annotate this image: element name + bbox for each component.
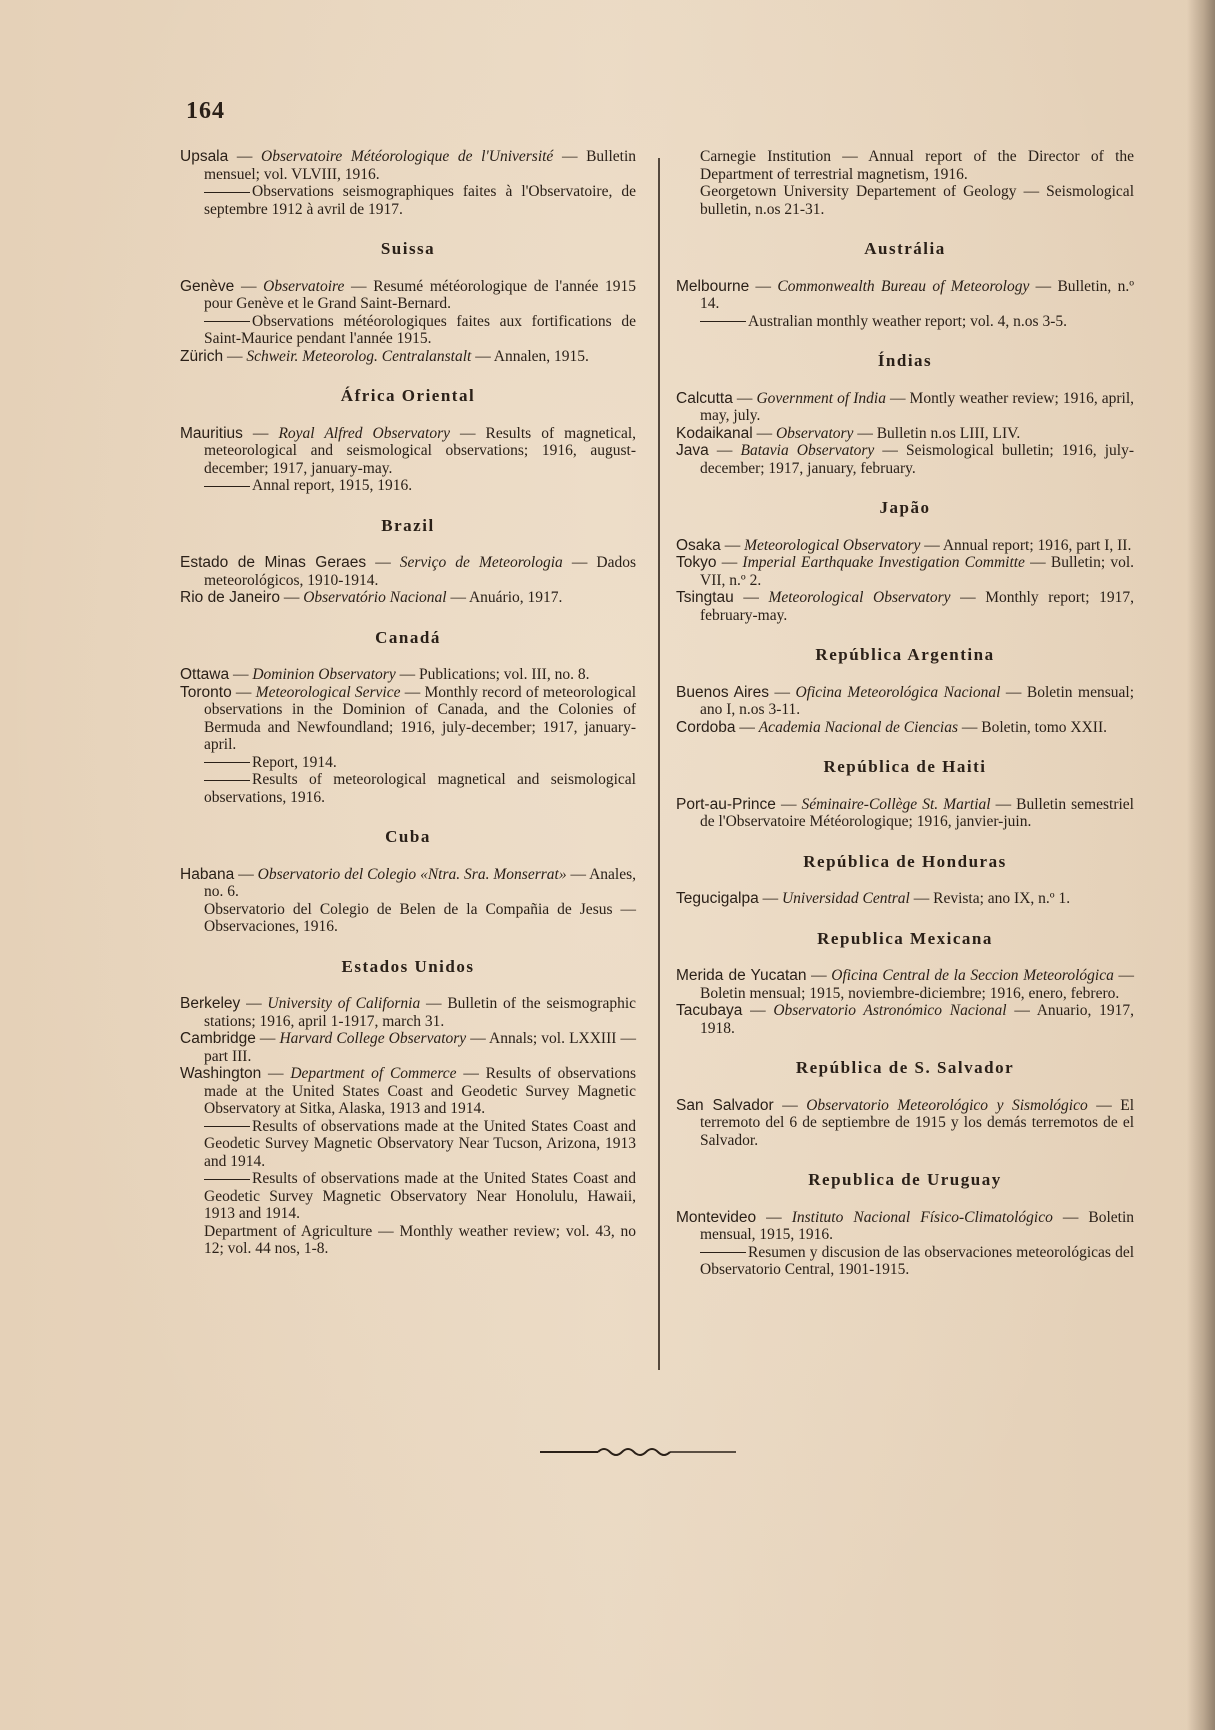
catalog-entry: Melbourne — Commonwealth Bureau of Meteorology — Bulletin, n.º 14. [676,277,1135,312]
ditto-dash [204,1179,250,1180]
ditto-dash [700,321,746,322]
entry-institution: University of California [267,995,421,1012]
section-heading: África Oriental [340,386,476,405]
catalog-subentry: Observatorio del Colegio de Belen de la Compañia de Jesus — Observaciones, 1916. [204,900,637,935]
entry-institution: Observatoire [263,277,345,295]
entry-description: Annual report; 1916, part I, II. [942,536,1132,554]
entry-institution: Observatoire Météorologique de l'Université [261,148,554,165]
catalog-entry: Upsala — Observatoire Météorologique de l'Université — Bulletin mensuel; vol. VLVIII, 1916. [180,148,637,183]
entry-place: Tacubaya [676,1002,743,1019]
entry-description: Bulletin of the seismographic stations; 1916, april 1-1917, march 31. [204,995,637,1030]
entry-place: Java [676,442,709,459]
entry-place: Port-au-Prince [676,795,776,813]
section-heading: República Argentina [815,645,995,664]
catalog-subentry [180,754,636,772]
catalog-entry: Zürich — Schweir. Meteorolog. Centralanstalt — Annalen, 1915. [180,347,589,365]
catalog-entry: Ottawa — Dominion Observatory — Publications; vol. III, no. 8. [180,666,590,683]
section-heading: Índias [877,351,933,370]
entry-place: Ottawa [180,666,230,683]
column-divider [658,158,660,1370]
catalog-entry: Estado de Minas Geraes — Serviço de Meteorologia — Dados meteorológicos, 1910-1914. [180,554,637,589]
entry-institution: Observatorio del Colegio «Ntra. Sra. Monserrat» [257,865,567,883]
catalog-subentry: Georgetown University Departement of Geology — Seismological bulletin, n.os 21-31. [700,183,1134,218]
end-ornament-icon [538,1442,738,1462]
entry-place: Washington [180,1065,262,1082]
entry-description: Dados meteorológicos, 1910-1914. [204,554,637,589]
entry-place: Cambridge [180,1030,256,1047]
entry-place: Tokyo [676,554,717,571]
entry-place: Osaka [676,536,721,554]
entry-institution: Academia Nacional de Ciencias [758,718,959,736]
entry-institution: Observatory [775,424,854,442]
entry-institution: Department of Commerce [290,1065,457,1082]
entry-description: Boletin mensual; 1915, noviembre-diciembre; 1916, enero, febrero. [700,984,1120,1002]
entry-description: Anuario, 1917, 1918. [700,1002,1135,1037]
entry-institution: Observatorio Meteorológico y Sismológico [806,1096,1088,1114]
subentry-description: Observations seismographiques faites à l'Observatoire, de septembre 1912 à avril de 1917. [204,183,636,218]
entry-description: Bulletin semestriel de l'Observatoire Météorologique; 1916, janvier-juin. [700,795,1134,830]
entry-institution: Royal Alfred Observatory [278,424,450,442]
section-heading: Brazil [381,515,435,535]
catalog-subentry [180,477,636,495]
catalog-entry: Port-au-Prince — Séminaire-Collège St. Martial — Bulletin semestriel de l'Observatoire Météorologique; 1916, janvier-juin. [676,795,1134,830]
section-heading: República de Haiti [823,757,987,776]
entry-institution: Commonwealth Bureau of Meteorology [777,277,1030,295]
entry-institution: Observatorio Astronómico Nacional [773,1002,1007,1019]
subentry-description: Report, 1914. [252,753,337,771]
catalog-entry: Java — Batavia Observatory — Seismological bulletin; 1916, july-december; 1917, january, february. [676,442,1135,477]
entry-description: Anuário, 1917. [468,589,563,606]
entry-description: Monthly record of meteorological observations in the Dominion of Canada, and the Colonies of Bermuda and Newfoundland; 1916, july-december; 1917, january-april. [204,683,637,753]
catalog-entry: Tacubaya — Observatorio Astronómico Nacional — Anuario, 1917, 1918. [676,1002,1135,1037]
catalog-entry: San Salvador — Observatorio Meteorológico y Sismológico — El terremoto del 6 de septiembre de 1915 y los demás terremotos de el Salvador. [676,1096,1135,1149]
entry-institution: Georgetown University Departement of Geology [700,183,1017,200]
ditto-dash [204,1126,250,1127]
catalog-subentry [180,313,636,348]
catalog-subentry [180,771,636,806]
entry-institution: Meteorological Observatory [768,589,951,606]
section-heading: Canadá [375,627,441,647]
catalog-entry: Buenos Aires — Oficina Meteorológica Nacional — Boletin mensual; ano I, n.os 3-11. [676,683,1134,718]
section-heading: Austrália [864,239,946,258]
subentry-description: Observations météorologiques faites aux fortifications de Saint-Maurice pendant l'année 1915. [204,312,636,347]
catalog-entry: Calcutta — Government of India — Montly weather review; 1916, april, may, july. [676,389,1135,424]
catalog-entry: Tsingtau — Meteorological Observatory — Monthly report; 1917, february-may. [676,589,1135,624]
entry-institution: Oficina Meteorológica Nacional [795,683,1001,701]
catalog-entry: Montevideo — Instituto Nacional Físico-Climatológico — Boletin mensual, 1915, 1916. [676,1208,1135,1243]
entry-description: El terremoto del 6 de septiembre de 1915 y los demás terremotos de el Salvador. [700,1096,1135,1149]
entry-description: Publications; vol. III, no. 8. [418,666,590,683]
right-column [676,148,1134,1279]
entry-place: Zürich [180,347,224,365]
entry-description: Annals; vol. LXXIII — part III. [204,1030,636,1065]
entry-place: Berkeley [180,995,241,1012]
subentry-description: Annal report, 1915, 1916. [252,477,413,494]
entry-institution: Imperial Earthquake Investigation Committe [742,554,1025,571]
section-heading: República de Honduras [803,851,1007,871]
ditto-dash [204,780,250,781]
entry-institution: Serviço de Meteorologia [399,554,563,571]
catalog-subentry: Carnegie Institution — Annual report of the Director of the Department of terrestrial magnetism, 1916. [700,148,1134,183]
catalog-subentry: Department of Agriculture — Monthly weather review; vol. 43, no 12; vol. 44 nos, 1-8. [204,1222,637,1257]
entry-description: Annalen, 1915. [493,347,589,365]
catalog-entry: Tegucigalpa — Universidad Central — Revista; ano IX, n.º 1. [676,890,1071,907]
catalog-subentry [676,1244,1134,1279]
entry-institution: Observatorio del Colegio de Belen de la Compañia de Jesus [204,900,613,918]
entry-description: Boletin mensual; ano I, n.os 3-11. [700,683,1134,718]
section-heading: Cuba [385,827,431,846]
entry-place: Estado de Minas Geraes [180,554,367,571]
subentry-description: Monthly weather review; vol. 43, no 12; vol. 44 nos, 1-8. [204,1222,637,1257]
entry-description: Anales, no. 6. [204,865,636,900]
catalog-subentry [180,1170,636,1223]
entry-description: Bulletin, n.º 14. [700,277,1135,312]
page-number: 164 [186,98,225,124]
catalog-entry: Cambridge — Harvard College Observatory — Annals; vol. LXXIII — part III. [180,1030,636,1065]
subentry-description: Australian monthly weather report; vol. 4, n.os 3-5. [748,312,1067,330]
entry-institution: Séminaire-Collège St. Martial [801,795,991,813]
subentry-description: Resumen y discusion de las observaciones meteorológicas del Observatorio Central, 1901-1915. [700,1243,1134,1278]
catalog-entry: Genève — Observatoire — Resumé météorologique de l'année 1915 pour Genève et le Grand Saint-Bernard. [180,277,637,312]
entry-place: Merida de Yucatan [676,967,807,984]
entry-description: Seismological bulletin; 1916, july-december; 1917, january, february. [700,442,1135,477]
catalog-entry: Cordoba — Academia Nacional de Ciencias — Boletin, tomo XXII. [676,718,1107,736]
catalog-entry: Merida de Yucatan — Oficina Central de la Seccion Meteorológica — Boletin mensual; 1915, noviembre-diciembre; 1916, enero, febrero. [676,967,1135,1002]
section-heading: República de S. Salvador [795,1058,1015,1077]
ditto-dash [204,762,250,763]
subentry-description: Annual report of the Director of the Department of terrestrial magnetism, 1916. [700,148,1134,183]
ditto-dash [700,1252,746,1253]
entry-description: Boletin, tomo XXII. [981,718,1107,736]
catalog-entry: Mauritius — Royal Alfred Observatory — Results of magnetical, meteorological and seismological observations; 1916, august-december; 1917, january-may. [180,424,637,477]
entry-place: Tsingtau [676,589,734,606]
catalog-entry: Berkeley — University of California — Bulletin of the seismographic stations; 1916, april 1-1917, march 31. [180,995,637,1030]
entry-institution: Meteorological Service [255,683,401,701]
entry-description: Bulletin; vol. VII, n.º 2. [700,554,1135,589]
catalog-entry: Toronto — Meteorological Service — Monthly record of meteorological observations in the Dominion of Canada, and the Colonies of Bermuda and Newfoundland; 1916, july-december; 1917, january-april. [180,683,637,753]
entry-institution: Schweir. Meteorolog. Centralanstalt [246,347,472,365]
entry-description: Boletin mensual, 1915, 1916. [700,1208,1135,1243]
page-edge-shadow [1187,0,1215,1730]
entry-description: Revista; ano IX, n.º 1. [933,890,1071,907]
catalog-entry: Kodaikanal — Observatory — Bulletin n.os LIII, LIV. [676,424,1021,442]
entry-place: Melbourne [676,277,750,295]
entry-place: Upsala [180,148,229,165]
entry-institution: Department of Agriculture [204,1222,373,1240]
catalog-entry: Rio de Janeiro — Observatório Nacional — Anuário, 1917. [180,589,563,606]
entry-description: Monthly report; 1917, february-may. [700,589,1135,624]
entry-place: Cordoba [676,718,736,736]
entry-place: Mauritius [180,424,243,442]
entry-description: Results of observations made at the United States Coast and Geodetic Survey Magnetic Observatory at Sitka, Alaska, 1913 and 1914. [204,1065,637,1117]
catalog-entry: Osaka — Meteorological Observatory — Annual report; 1916, part I, II. [676,536,1132,554]
entry-place: Calcutta [676,389,733,407]
catalog-subentry [676,313,1134,331]
subentry-description: Results of meteorological magnetical and seismological observations, 1916. [204,771,636,806]
ditto-dash [204,321,250,322]
entry-institution: Government of India [756,389,886,407]
entry-description: Resumé météorologique de l'année 1915 pour Genève et le Grand Saint-Bernard. [204,277,637,312]
entry-institution: Observatório Nacional [303,589,447,606]
entry-place: Tegucigalpa [676,890,759,907]
entry-institution: Instituto Nacional Físico-Climatológico [791,1208,1053,1226]
entry-institution: Meteorological Observatory [744,536,921,554]
entry-description: Montly weather review; 1916, april, may, july. [700,389,1135,424]
section-heading: Suissa [380,239,436,258]
entry-institution: Carnegie Institution [700,148,831,165]
subentry-description: Results of observations made at the United States Coast and Geodetic Survey Magnetic Observatory Near Tucson, Arizona, 1913 and 1914. [204,1117,636,1170]
ditto-dash [204,192,250,193]
entry-institution: Dominion Observatory [252,666,396,683]
catalog-entry: Tokyo — Imperial Earthquake Investigation Committe — Bulletin; vol. VII, n.º 2. [676,554,1135,589]
catalog-entry: Habana — Observatorio del Colegio «Ntra. Sra. Monserrat» — Anales, no. 6. [180,865,636,900]
left-column [180,148,636,1258]
section-heading: Republica de Uruguay [808,1170,1002,1189]
entry-institution: Harvard College Observatory [279,1030,467,1047]
section-heading: Republica Mexicana [817,928,993,948]
section-heading: Japão [879,498,931,517]
catalog-subentry [180,1118,636,1171]
entry-place: Buenos Aires [676,683,769,701]
entry-description: Results of magnetical, meteorological and seismological observations; 1916, august-december; 1917, january-may. [204,424,637,477]
subentry-description: Seismological bulletin, n.os 21-31. [700,183,1134,218]
entry-description: Bulletin mensuel; vol. VLVIII, 1916. [204,148,637,183]
entry-description: Bulletin n.os LIII, LIV. [876,424,1021,442]
entry-institution: Universidad Central [781,890,910,907]
entry-place: San Salvador [676,1096,774,1114]
entry-institution: Batavia Observatory [740,442,875,459]
entry-place: Montevideo [676,1208,757,1226]
subentry-description: Results of observations made at the United States Coast and Geodetic Survey Magnetic Observatory Near Honolulu, Hawaii, 1913 and 1914. [204,1170,636,1222]
entry-place: Genève [180,277,235,295]
entry-institution: Oficina Central de la Seccion Meteorológica [831,967,1114,984]
entry-place: Kodaikanal [676,424,753,442]
section-heading: Estados Unidos [341,956,475,976]
entry-place: Toronto [180,683,232,701]
catalog-subentry [180,183,636,218]
subentry-description: Observaciones, 1916. [204,918,338,935]
catalog-entry: Washington — Department of Commerce — Results of observations made at the United States Coast and Geodetic Survey Magnetic Observatory at Sitka, Alaska, 1913 and 1914. [180,1065,637,1117]
entry-place: Habana [180,865,235,883]
entry-place: Rio de Janeiro [180,589,280,606]
ditto-dash [204,486,250,487]
